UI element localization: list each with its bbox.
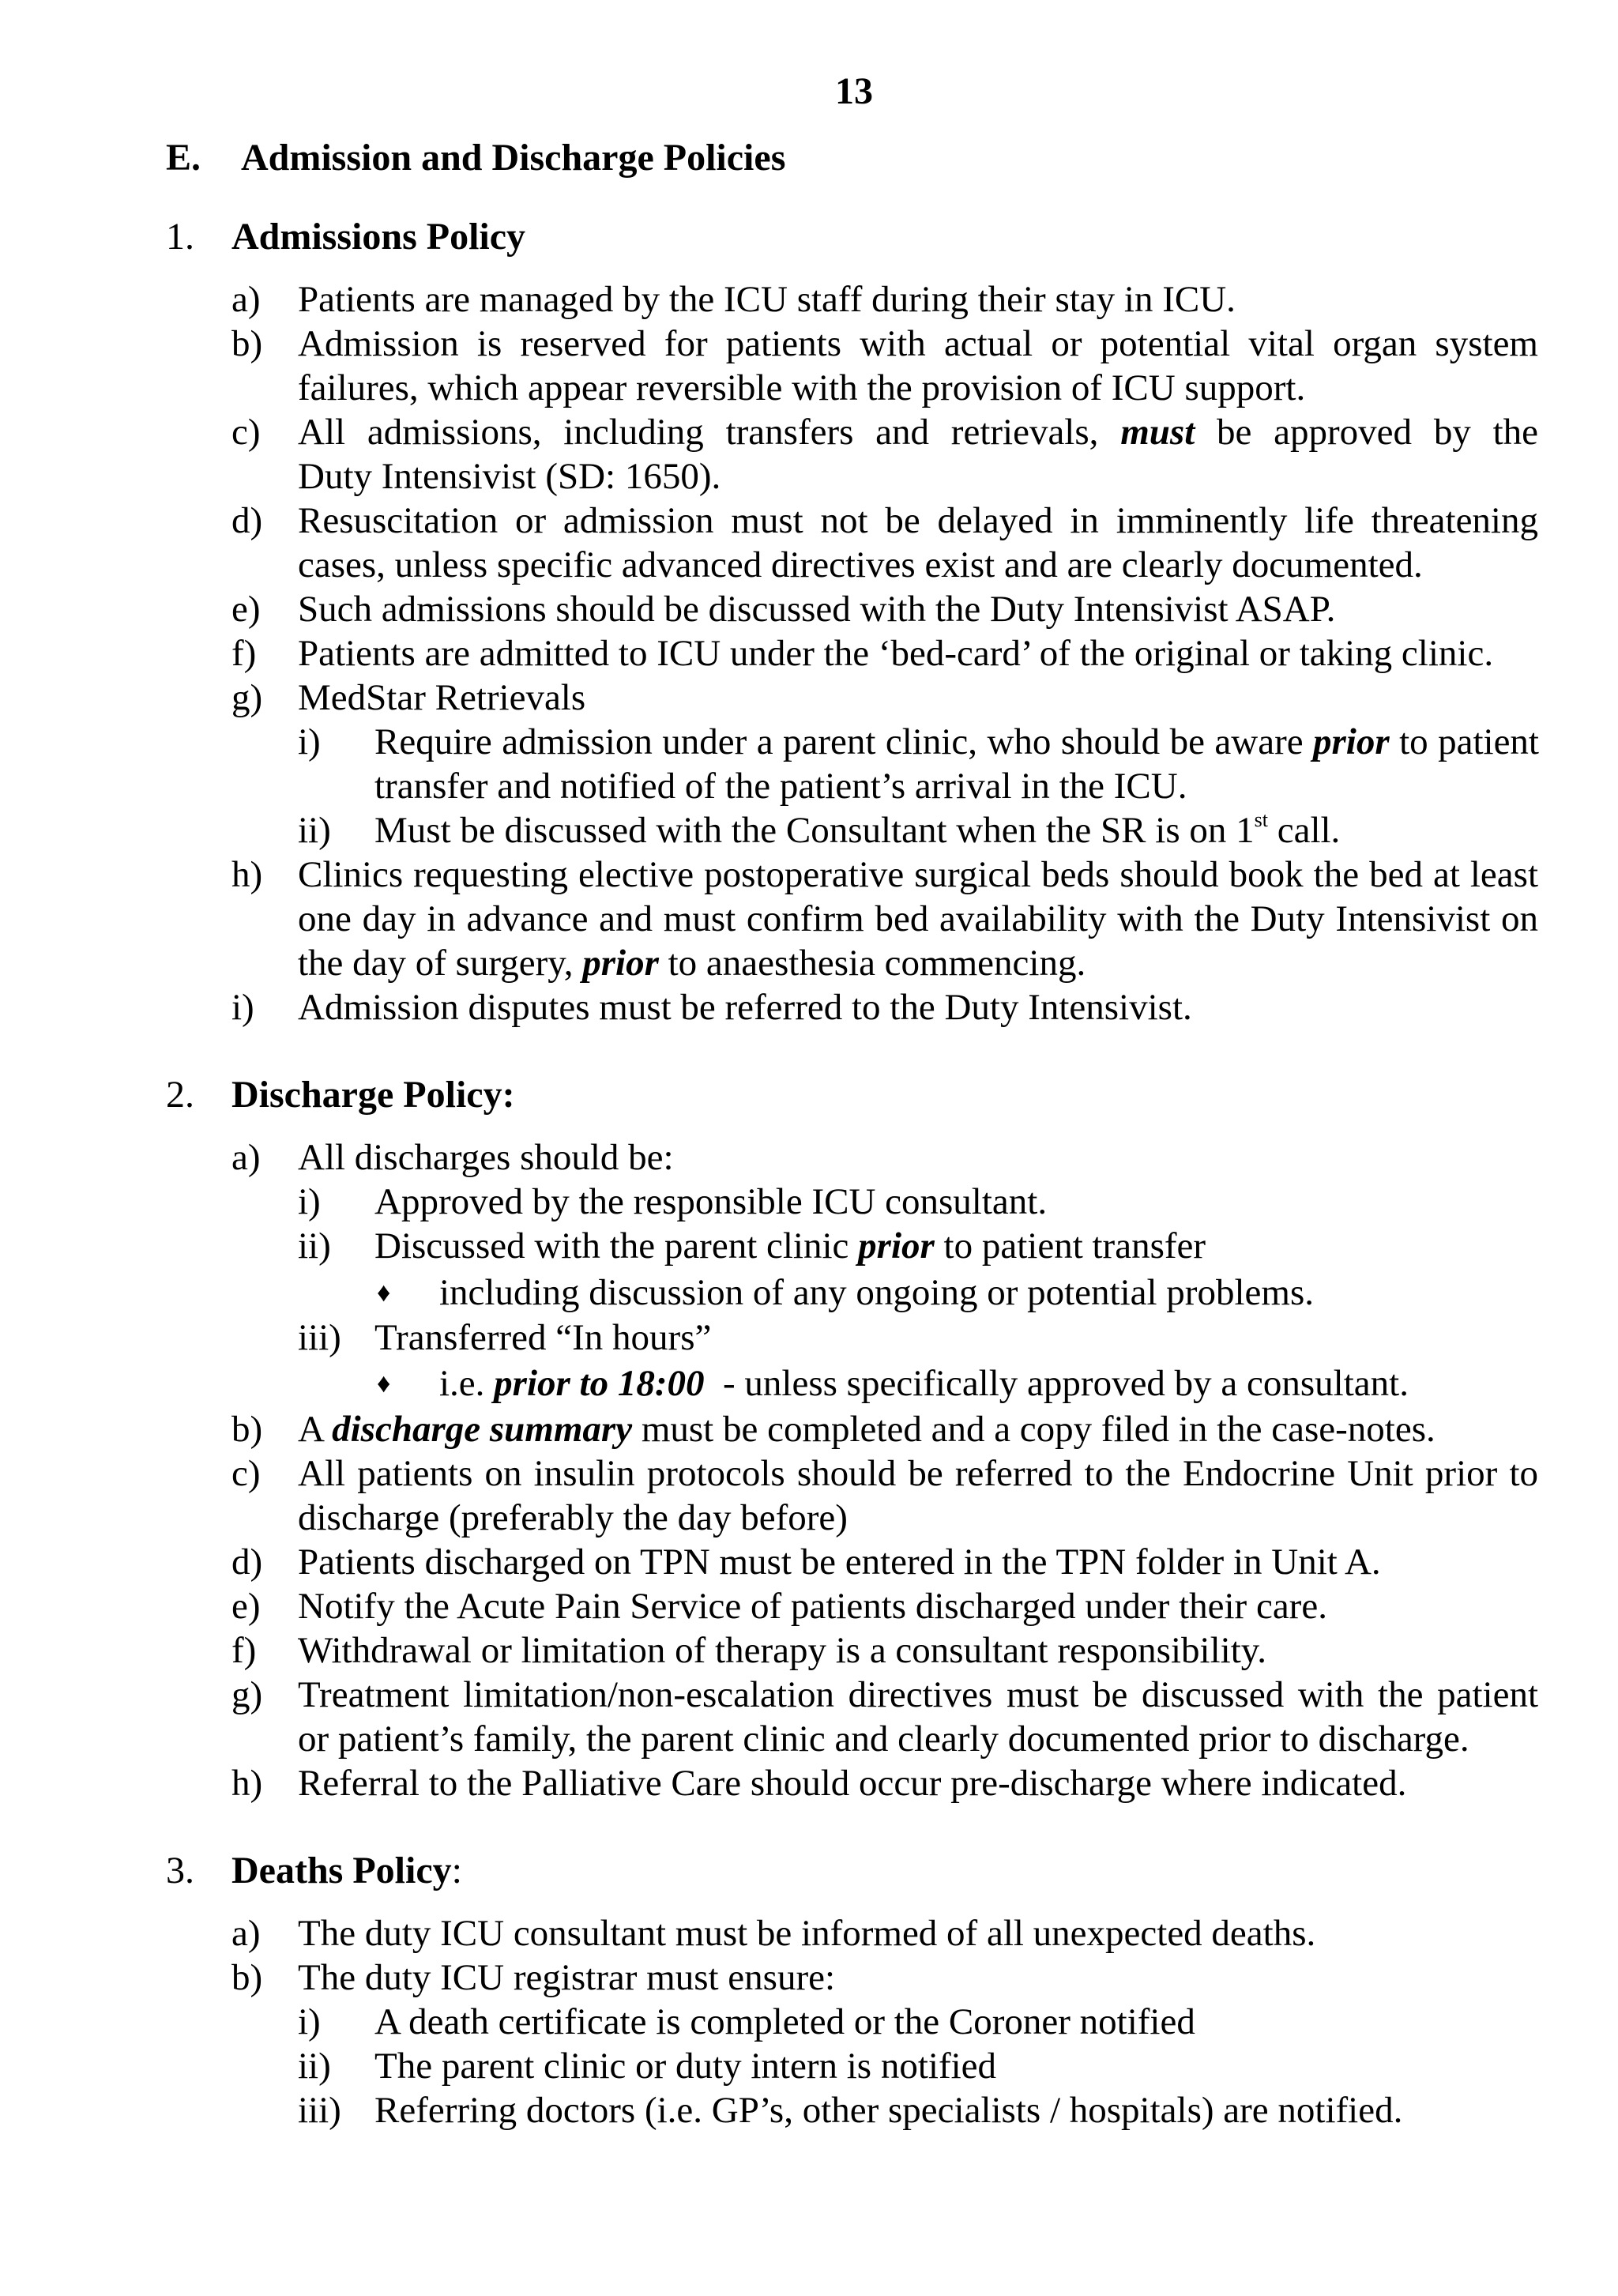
admissions-g-i-emphasis: prior: [1313, 721, 1390, 762]
admissions-number: 1.: [166, 216, 194, 258]
diamond-bullet-icon: ♦: [377, 1369, 391, 1398]
admissions-g-ii-text: [374, 808, 1341, 851]
admissions-b-line1: Admission is reserved for patients with actual or potential vital organ system: [298, 323, 1538, 364]
admissions-g-i-line1: [374, 721, 1539, 762]
deaths-b-ii-label: ii): [298, 2046, 331, 2087]
admissions-g-label: g): [231, 677, 263, 718]
discharge-c-label: c): [231, 1453, 261, 1494]
deaths-b-iii-label: iii): [298, 2090, 341, 2131]
admissions-g-ii-label: ii): [298, 810, 331, 851]
discharge-a-iii-label: iii): [298, 1317, 341, 1358]
discharge-e-label: e): [231, 1586, 261, 1627]
discharge-a-ii-pre: Discussed with the parent clinic: [374, 1225, 849, 1267]
discharge-g-line2: or patient’s family, the parent clinic and clearly documented prior to discharge.: [298, 1718, 1469, 1760]
admissions-g-ii-pre: Must be discussed with the Consultant when the SR is on 1: [374, 810, 1255, 851]
discharge-g-line1: Treatment limitation/non-escalation directives must be discussed with the patient: [298, 1674, 1538, 1715]
discharge-a-iii-bullet-pre: i.e.: [439, 1363, 485, 1404]
admissions-f-text: Patients are admitted to ICU under the ‘bed-card’ of the original or taking clinic.: [298, 633, 1494, 674]
admissions-b-line2: failures, which appear reversible with the provision of ICU support.: [298, 367, 1306, 408]
admissions-d-line2: cases, unless specific advanced directives exist and are clearly documented.: [298, 544, 1423, 585]
admissions-g-i-post: to patient: [1399, 721, 1539, 762]
admissions-h-label: h): [231, 854, 263, 895]
deaths-number: 3.: [166, 1850, 194, 1891]
section-title: Admission and Discharge Policies: [241, 137, 786, 179]
discharge-a-ii-label: ii): [298, 1225, 331, 1267]
admissions-a-label: a): [231, 279, 261, 320]
discharge-b-pre: A: [298, 1409, 323, 1450]
discharge-a-ii-emphasis: prior: [858, 1225, 935, 1267]
admissions-c-pre: All admissions, including transfers and retrievals,: [298, 412, 1099, 453]
discharge-a-i-label: i): [298, 1181, 321, 1222]
admissions-f-label: f): [231, 633, 257, 674]
discharge-b-post: must be completed and a copy filed in the case-notes.: [641, 1409, 1436, 1450]
discharge-title: Discharge Policy:: [231, 1074, 515, 1116]
admissions-title: Admissions Policy: [231, 216, 526, 258]
admissions-c-post: be approved by the: [1217, 412, 1539, 453]
deaths-heading: [231, 1852, 462, 1890]
admissions-b-label: b): [231, 323, 263, 364]
discharge-a-ii-post: to patient transfer: [943, 1225, 1206, 1267]
admissions-d-label: d): [231, 500, 263, 541]
discharge-f-label: f): [231, 1630, 257, 1671]
admissions-g-ii-post: call.: [1267, 810, 1341, 851]
section-letter: E.: [166, 137, 201, 179]
discharge-c-line2: discharge (preferably the day before): [298, 1497, 848, 1538]
admissions-g-ii-superscript: st: [1254, 808, 1268, 831]
discharge-d-text: Patients discharged on TPN must be entered in the TPN folder in Unit A.: [298, 1541, 1381, 1583]
admissions-e-label: e): [231, 589, 261, 630]
admissions-e-text: Such admissions should be discussed with the Duty Intensivist ASAP.: [298, 589, 1336, 630]
admissions-g-i-pre: Require admission under a parent clinic, who should be aware: [374, 721, 1304, 762]
discharge-a-i-text: Approved by the responsible ICU consultant.: [374, 1181, 1048, 1222]
discharge-b-emphasis: discharge summary: [332, 1409, 633, 1450]
admissions-c-label: c): [231, 412, 261, 453]
admissions-c-emphasis: must: [1120, 412, 1195, 453]
deaths-a-label: a): [231, 1913, 261, 1954]
admissions-i-label: i): [231, 987, 254, 1028]
deaths-a-text: The duty ICU consultant must be informed of all unexpected deaths.: [298, 1913, 1316, 1954]
discharge-a-iii-bullet-emphasis: prior to 18:00: [494, 1363, 705, 1404]
admissions-d-line1: Resuscitation or admission must not be delayed in imminently life threatening: [298, 500, 1538, 541]
admissions-g-i-line2: transfer and notified of the patient’s arrival in the ICU.: [374, 766, 1187, 807]
deaths-title: Deaths Policy: [231, 1850, 452, 1891]
admissions-i-text: Admission disputes must be referred to the Duty Intensivist.: [298, 987, 1192, 1028]
page-number: 13: [835, 70, 873, 112]
discharge-number: 2.: [166, 1074, 194, 1116]
deaths-b-i-label: i): [298, 2001, 321, 2042]
deaths-b-label: b): [231, 1957, 263, 1998]
admissions-h-line1: Clinics requesting elective postoperative surgical beds should book the bed at least: [298, 854, 1538, 895]
admissions-g-text: MedStar Retrievals: [298, 677, 586, 718]
admissions-h-line3: [298, 945, 1086, 982]
deaths-b-text: The duty ICU registrar must ensure:: [298, 1957, 836, 1998]
deaths-b-ii-text: The parent clinic or duty intern is notified: [374, 2046, 997, 2087]
discharge-a-ii-bullet: including discussion of any ongoing or potential problems.: [439, 1272, 1314, 1313]
discharge-a-iii-text: Transferred “In hours”: [374, 1317, 712, 1358]
discharge-c-line1: All patients on insulin protocols should be referred to the Endocrine Unit prior to: [298, 1453, 1538, 1494]
discharge-a-iii-bullet: [439, 1365, 1409, 1402]
admissions-g-i-label: i): [298, 721, 321, 762]
discharge-b-text: [298, 1411, 1436, 1448]
discharge-d-label: d): [231, 1541, 263, 1583]
deaths-b-i-text: A death certificate is completed or the Coroner notified: [374, 2001, 1195, 2042]
deaths-title-colon: :: [451, 1850, 462, 1891]
discharge-a-ii-text: [374, 1225, 1206, 1267]
admissions-h-emphasis: prior: [582, 943, 659, 984]
discharge-b-label: b): [231, 1409, 263, 1450]
admissions-c-line2: Duty Intensivist (SD: 1650).: [298, 456, 721, 497]
admissions-a-text: Patients are managed by the ICU staff during their stay in ICU.: [298, 279, 1236, 320]
admissions-h-line2: one day in advance and must confirm bed availability with the Duty Intensivist on: [298, 898, 1538, 939]
discharge-e-text: Notify the Acute Pain Service of patients discharged under their care.: [298, 1586, 1327, 1627]
admissions-h-pre: the day of surgery,: [298, 943, 574, 984]
admissions-c-line1: [298, 414, 1538, 451]
discharge-h-label: h): [231, 1763, 263, 1804]
discharge-f-text: Withdrawal or limitation of therapy is a consultant responsibility.: [298, 1630, 1266, 1671]
diamond-bullet-icon: ♦: [377, 1278, 391, 1308]
discharge-h-text: Referral to the Palliative Care should occur pre-discharge where indicated.: [298, 1763, 1407, 1804]
admissions-h-post: to anaesthesia commencing.: [668, 943, 1086, 984]
discharge-a-label: a): [231, 1137, 261, 1178]
discharge-a-text: All discharges should be:: [298, 1137, 674, 1178]
discharge-g-label: g): [231, 1674, 263, 1715]
deaths-b-iii-text: Referring doctors (i.e. GP’s, other specialists / hospitals) are notified.: [374, 2090, 1403, 2131]
discharge-a-iii-bullet-post: - unless specifically approved by a consultant.: [723, 1363, 1409, 1404]
